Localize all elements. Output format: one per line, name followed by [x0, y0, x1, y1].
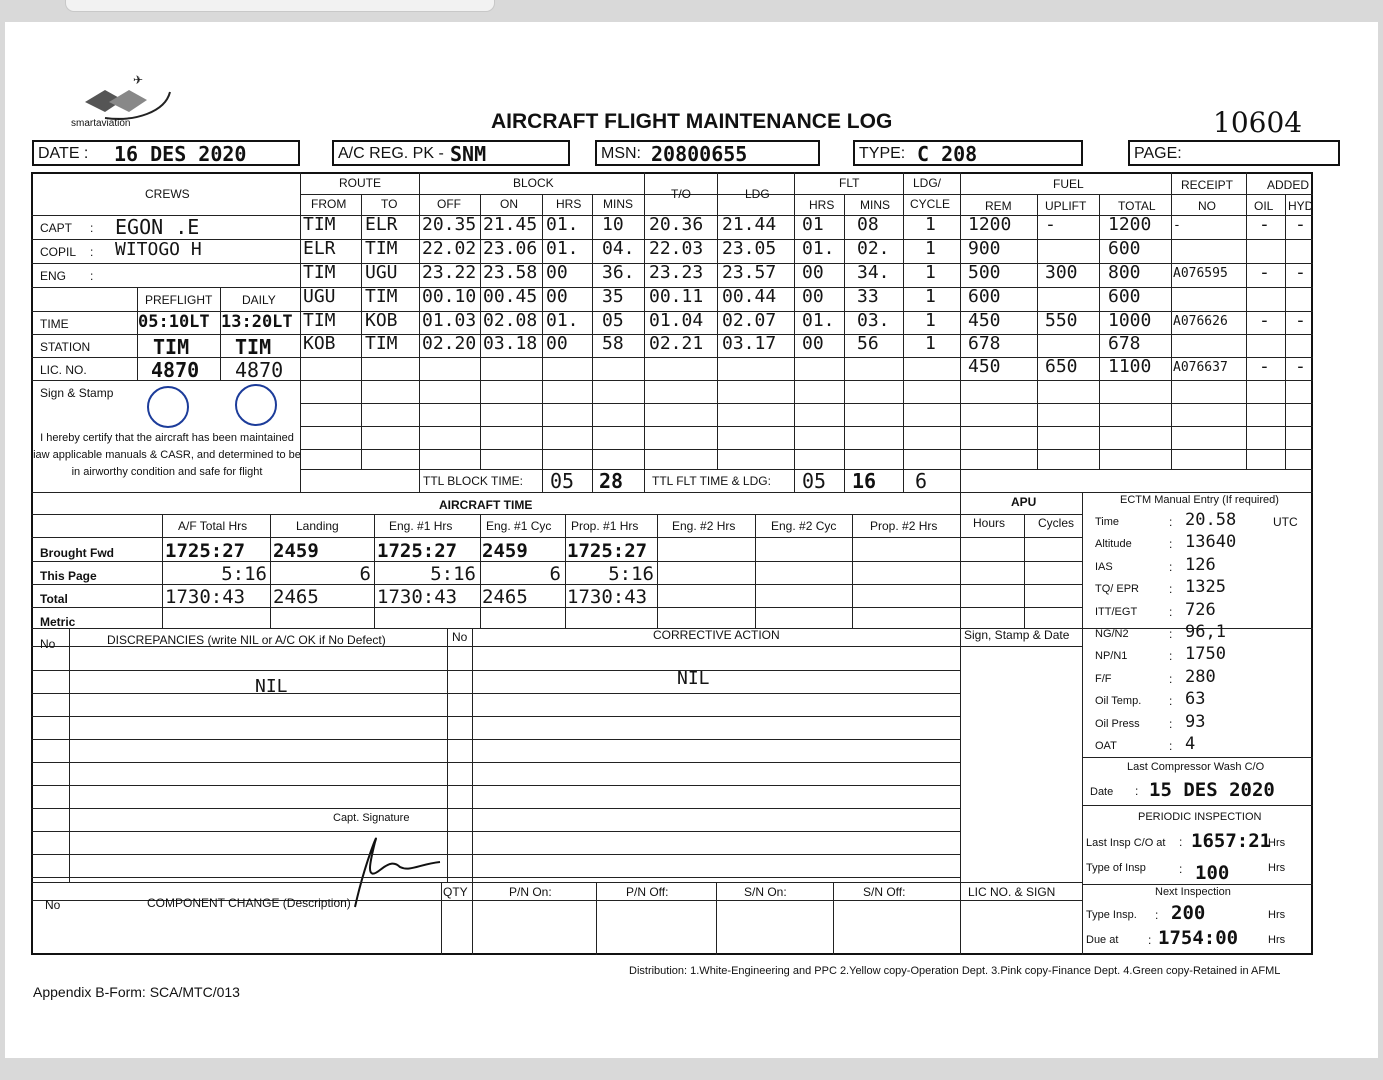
flight-block-hrs: 01. — [546, 238, 579, 259]
flight-off: 20.35 — [422, 214, 477, 235]
daily-label: DAILY — [242, 293, 276, 307]
fuel-uplift: 550 — [1045, 310, 1078, 331]
copil-sep: : — [90, 245, 94, 259]
flight-flt-mins: 34. — [857, 262, 890, 283]
flight-off: 22.02 — [422, 238, 477, 259]
flight-block-hrs: 00 — [546, 333, 568, 354]
flight-cycle: 1 — [925, 333, 936, 354]
uplift-header: UPLIFT — [1045, 199, 1087, 213]
flight-takeoff: 22.03 — [649, 238, 704, 259]
aircraft-time-cell: 1725:27 — [165, 540, 246, 562]
fuel-rem: 500 — [968, 262, 1001, 283]
next-type-label: Type Insp. — [1086, 909, 1137, 921]
flight-takeoff: 23.23 — [649, 262, 704, 283]
flight-to: TIM — [365, 238, 398, 259]
apu-hours-header: Hours — [973, 516, 1006, 530]
due-at-label: Due at — [1086, 934, 1119, 946]
flight-on: 00.45 — [483, 286, 538, 307]
takeoff-header: T/O — [671, 187, 691, 201]
flight-block-mins: 58 — [602, 333, 624, 354]
flight-block-mins: 05 — [602, 310, 624, 331]
flight-cycle: 1 — [925, 286, 936, 307]
receipt-no: - — [1173, 218, 1181, 233]
receipt-no-header: NO — [1198, 199, 1216, 213]
capt-label: CAPT — [40, 221, 73, 235]
added-hyd: - — [1295, 214, 1306, 235]
component-sn-off: S/N Off: — [863, 885, 906, 899]
aircraft-time-header: Landing — [296, 519, 339, 533]
ectm-value-itt: 726 — [1185, 599, 1216, 620]
flight-takeoff: 00.11 — [649, 286, 704, 307]
corrective-value: NIL — [677, 668, 710, 689]
fuel-rem: 678 — [968, 333, 1001, 354]
certify-text: I hereby certify that the aircraft has been maintained iaw applicable manuals & CASR, and determined to be in airworthy condition and safe for flight — [33, 432, 301, 478]
aircraft-time-header: Prop. #1 Hrs — [571, 519, 639, 533]
station-label: STATION — [40, 340, 91, 354]
disc-no-label: No — [40, 637, 56, 651]
flt-hrs-header: HRS — [809, 198, 835, 212]
rem-header: REM — [985, 199, 1012, 213]
flight-from: TIM — [303, 262, 336, 283]
added-oil: - — [1259, 262, 1270, 283]
disc-title: DISCREPANCIES (write NIL or A/C OK if No Defect) — [107, 633, 386, 647]
from-header: FROM — [311, 197, 347, 211]
flight-landing: 23.05 — [722, 238, 777, 259]
flight-block-hrs: 00 — [546, 286, 568, 307]
capt-sep: : — [90, 221, 94, 235]
flight-flt-hrs: 01. — [802, 310, 835, 331]
apu-cycles-header: Cycles — [1038, 516, 1075, 530]
flight-to: TIM — [365, 333, 398, 354]
msn-value: 20800655 — [651, 142, 748, 166]
capt-value: EGON .E — [115, 215, 200, 239]
ectm-value-tq: 1325 — [1185, 577, 1226, 598]
type-insp-label: Type of Insp — [1086, 862, 1146, 874]
flight-block-mins: 04. — [602, 238, 635, 259]
flight-block-mins: 35 — [602, 286, 624, 307]
fuel-total: 600 — [1108, 286, 1141, 307]
ectm-value-time: 20.58 — [1185, 510, 1237, 530]
date-value: 16 DES 2020 — [114, 142, 247, 166]
aircraft-time-header: A/F Total Hrs — [178, 519, 248, 533]
sign-stamp-date-title: Sign, Stamp & Date — [964, 628, 1070, 642]
page-title: AIRCRAFT FLIGHT MAINTENANCE LOG — [491, 110, 893, 133]
aircraft-time-cell: 1730:43 — [165, 586, 246, 608]
ttl-flt-hrs: 05 — [802, 469, 827, 493]
fuel-total: 678 — [1108, 333, 1141, 354]
due-at-value: 1754:00 — [1158, 927, 1239, 949]
ectm-colon: : — [1169, 582, 1173, 597]
aircraft-time-cell: 5:16 — [608, 563, 654, 585]
added-header: ADDED — [1267, 178, 1310, 192]
component-lic-sign: LIC NO. & SIGN — [968, 885, 1056, 899]
component-pn-on: P/N On: — [509, 885, 552, 899]
flight-takeoff: 01.04 — [649, 310, 704, 331]
aircraft-time-header: Eng. #1 Hrs — [389, 519, 453, 533]
flight-flt-hrs: 00 — [802, 333, 824, 354]
flight-on: 23.58 — [483, 262, 538, 283]
next-type-hrs: Hrs — [1268, 909, 1286, 921]
flight-to: KOB — [365, 310, 398, 331]
ectm-label-ng: NG/N2 — [1095, 628, 1129, 640]
aircraft-time-cell: 5:16 — [430, 563, 476, 585]
serial-number: 10604 — [1213, 106, 1303, 139]
flight-from: KOB — [303, 333, 336, 354]
type-insp-value: 100 — [1195, 862, 1230, 884]
time-label: TIME — [40, 317, 69, 331]
flight-flt-mins: 08 — [857, 214, 879, 235]
flight-block-hrs: 01. — [546, 214, 579, 235]
ectm-label-np: NP/N1 — [1095, 650, 1128, 663]
page-box — [1128, 140, 1340, 166]
aircraft-time-cell: 2459 — [482, 540, 528, 562]
ectm-utc: UTC — [1273, 515, 1298, 529]
fuel-header: FUEL — [1053, 177, 1084, 191]
ectm-colon: : — [1169, 515, 1173, 529]
added-oil: - — [1259, 214, 1270, 235]
aircraft-time-cell: 2465 — [273, 586, 319, 608]
flight-landing: 21.44 — [722, 214, 777, 235]
copil-value: WITOGO H — [115, 239, 202, 260]
next-type-colon: : — [1155, 908, 1159, 922]
ectm-label-ias: IAS — [1095, 560, 1113, 573]
ectm-label-itt: ITT/EGT — [1095, 605, 1138, 618]
ectm-value-altitude: 13640 — [1185, 532, 1237, 553]
preflight-station: TIM — [153, 335, 190, 359]
receipt-header: RECEIPT — [1181, 178, 1234, 192]
browser-tab-bar — [65, 0, 495, 12]
fuel-total: 1000 — [1108, 310, 1152, 331]
component-pn-off: P/N Off: — [626, 885, 669, 899]
added-oil: - — [1259, 310, 1270, 331]
preflight-time: 05:10LT — [138, 312, 210, 332]
ectm-value-oilp: 93 — [1185, 711, 1206, 732]
fuel-total: 600 — [1108, 238, 1141, 259]
eng-label: ENG — [40, 269, 67, 283]
logo-text: smartaviation — [71, 118, 131, 129]
ectm-label-time: Time — [1095, 516, 1120, 528]
ectm-colon: : — [1169, 739, 1173, 753]
route-header: ROUTE — [339, 176, 381, 190]
added-oil: - — [1259, 356, 1270, 377]
date-label: DATE : — [38, 145, 89, 162]
ectm-colon: : — [1169, 604, 1173, 619]
sign-stamp-label: Sign & Stamp — [40, 386, 114, 400]
flight-takeoff: 02.21 — [649, 333, 704, 354]
msn-box — [595, 140, 820, 166]
aircraft-time-title: AIRCRAFT TIME — [439, 498, 533, 512]
ectm-label-oat: OAT — [1095, 740, 1117, 752]
preflight-lic: 4870 — [151, 358, 200, 382]
flight-takeoff: 20.36 — [649, 214, 704, 235]
flight-from: ELR — [303, 238, 336, 259]
ectm-value-ff: 280 — [1185, 666, 1216, 687]
periodic-title: PERIODIC INSPECTION — [1138, 811, 1262, 823]
flight-to: TIM — [365, 286, 398, 307]
last-insp-label: Last Insp C/O at — [1086, 837, 1166, 849]
added-hyd: - — [1295, 262, 1306, 283]
ectm-colon: : — [1169, 694, 1173, 709]
corrective-title: CORRECTIVE ACTION — [653, 628, 780, 642]
ectm-label-oilt: Oil Temp. — [1095, 695, 1142, 708]
flight-off: 23.22 — [422, 262, 477, 283]
flight-off: 01.03 — [422, 310, 477, 331]
fuel-total: 1200 — [1108, 214, 1152, 235]
aircraft-time-row-label: Brought Fwd — [40, 546, 114, 560]
flight-on: 03.18 — [483, 333, 538, 354]
flight-flt-hrs: 01. — [802, 238, 835, 259]
flight-block-hrs: 01. — [546, 310, 579, 331]
ectm-value-ias: 126 — [1185, 554, 1216, 575]
added-hyd: - — [1295, 310, 1306, 331]
aircraft-time-cell: 1725:27 — [567, 540, 648, 562]
hrs-header: HRS — [556, 197, 582, 211]
ectm-label-altitude: Altitude — [1095, 538, 1132, 551]
ectm-colon: : — [1169, 671, 1173, 686]
component-title: COMPONENT CHANGE (Description) — [147, 896, 351, 910]
flt-header: FLT — [839, 176, 860, 190]
ectm-label-tq: TQ/ EPR — [1095, 583, 1140, 596]
flight-landing: 03.17 — [722, 333, 777, 354]
fuel-uplift: - — [1045, 214, 1056, 235]
due-at-colon: : — [1148, 933, 1152, 947]
ttl-block-mins: 28 — [599, 469, 624, 493]
ttl-block-hrs: 05 — [550, 469, 575, 493]
fuel-rem: 600 — [968, 286, 1001, 307]
flight-cycle: 1 — [925, 310, 936, 331]
flight-flt-mins: 03. — [857, 310, 890, 331]
msn-label: MSN: — [601, 145, 641, 162]
aircraft-time-row-label: Total — [40, 592, 68, 606]
logo — [71, 72, 185, 134]
maintenance-log-sheet — [5, 22, 1378, 1058]
flight-block-mins: 10 — [602, 214, 624, 235]
flight-on: 21.45 — [483, 214, 538, 235]
last-insp-hrs: Hrs — [1268, 837, 1286, 849]
flight-cycle: 1 — [925, 238, 936, 259]
form-code: Appendix B-Form: SCA/MTC/013 — [33, 984, 240, 1000]
flight-off: 02.20 — [422, 333, 477, 354]
daily-time: 13:20LT — [221, 312, 293, 332]
aircraft-time-cell: 1725:27 — [377, 540, 458, 562]
daily-lic: 4870 — [235, 358, 284, 382]
aircraft-time-header: Prop. #2 Hrs — [870, 519, 938, 533]
last-insp-value: 1657:21 — [1191, 830, 1272, 852]
flight-cycle: 1 — [925, 262, 936, 283]
fuel-rem: 450 — [968, 356, 1001, 377]
flight-from: TIM — [303, 214, 336, 235]
last-insp-colon: : — [1179, 835, 1183, 849]
disc-value: NIL — [255, 676, 288, 697]
flight-from: UGU — [303, 286, 336, 307]
reg-label: A/C REG. PK - — [338, 145, 444, 162]
ttl-ldg: 6 — [915, 469, 928, 493]
ectm-value-np: 1750 — [1185, 644, 1226, 665]
aircraft-time-cell: 2465 — [482, 586, 528, 608]
flight-landing: 23.57 — [722, 262, 777, 283]
ectm-colon: : — [1169, 649, 1173, 664]
lic-label: LIC. NO. — [40, 363, 87, 377]
next-insp-title: Next Inspection — [1155, 886, 1231, 898]
ldg-header: LDG — [745, 187, 770, 201]
ectm-label-ff: F/F — [1095, 672, 1112, 685]
due-at-hrs: Hrs — [1268, 934, 1286, 946]
ectm-colon: : — [1169, 559, 1173, 574]
fuel-total: 800 — [1108, 262, 1141, 283]
aircraft-time-cell: 2459 — [273, 540, 319, 562]
aircraft-time-row-label: This Page — [40, 569, 97, 583]
reg-box — [332, 140, 570, 166]
page-label: PAGE: — [1134, 145, 1182, 162]
daily-station: TIM — [235, 335, 272, 359]
receipt-no: A076637 — [1173, 360, 1228, 375]
date-box — [32, 140, 300, 166]
oil-header: OIL — [1254, 199, 1274, 213]
aircraft-time-cell: 1730:43 — [567, 586, 648, 608]
flight-landing: 02.07 — [722, 310, 777, 331]
component-sn-on: S/N On: — [744, 885, 787, 899]
compressor-date-value: 15 DES 2020 — [1149, 779, 1275, 801]
ttl-flt-mins: 16 — [852, 469, 877, 493]
flight-from: TIM — [303, 310, 336, 331]
flight-block-mins: 36. — [602, 262, 635, 283]
ldg-cycle-header-2: CYCLE — [910, 197, 951, 211]
fuel-total-header: TOTAL — [1118, 199, 1156, 213]
preflight-label: PREFLIGHT — [145, 293, 213, 307]
component-no-label: No — [45, 898, 61, 912]
mins-header: MINS — [603, 197, 633, 211]
type-insp-colon: : — [1179, 862, 1183, 876]
type-insp-hrs: Hrs — [1268, 862, 1286, 874]
aircraft-time-cell: 1730:43 — [377, 586, 458, 608]
fuel-uplift: 300 — [1045, 262, 1078, 283]
aircraft-time-row-label: Metric — [40, 615, 76, 629]
type-box — [853, 140, 1083, 166]
ectm-colon: : — [1169, 537, 1173, 552]
added-hyd: - — [1295, 356, 1306, 377]
distribution-note: Distribution: 1.White-Engineering and PPC 2.Yellow copy-Operation Dept. 3.Pink copy-Finance Dept. 4.Green copy-Retained in AFML — [629, 965, 1281, 977]
ectm-label-oilp: Oil Press — [1095, 717, 1140, 730]
aircraft-time-cell: 6 — [549, 563, 561, 585]
flight-block-hrs: 00 — [546, 262, 568, 283]
fuel-rem: 900 — [968, 238, 1001, 259]
type-label: TYPE: — [859, 145, 906, 162]
on-header: ON — [500, 197, 518, 211]
flight-flt-hrs: 00 — [802, 262, 824, 283]
svg-text:✈: ✈ — [133, 73, 144, 87]
receipt-no: A076595 — [1173, 266, 1228, 281]
flight-on: 02.08 — [483, 310, 538, 331]
next-type-value: 200 — [1171, 902, 1206, 924]
ectm-value-oilt: 63 — [1185, 689, 1206, 710]
flight-cycle: 1 — [925, 214, 936, 235]
fuel-rem: 450 — [968, 310, 1001, 331]
corrective-no-label: No — [452, 630, 468, 644]
daily-stamp-icon — [235, 384, 277, 426]
copil-label: COPIL — [40, 245, 77, 259]
preflight-stamp-icon — [147, 386, 189, 428]
flight-to: UGU — [365, 262, 398, 283]
ldg-cycle-header-1: LDG/ — [913, 176, 942, 190]
fuel-uplift: 650 — [1045, 356, 1078, 377]
aircraft-time-header: Eng. #2 Hrs — [672, 519, 736, 533]
flight-flt-hrs: 01 — [802, 214, 824, 235]
ectm-colon: : — [1169, 716, 1173, 731]
eng-sep: : — [90, 269, 94, 283]
flight-flt-hrs: 00 — [802, 286, 824, 307]
compressor-date-label: Date — [1090, 786, 1114, 798]
flight-landing: 00.44 — [722, 286, 777, 307]
flight-on: 23.06 — [483, 238, 538, 259]
crews-header: CREWS — [145, 187, 190, 201]
aircraft-time-header: Eng. #2 Cyc — [771, 519, 837, 533]
ectm-value-oat: 4 — [1185, 734, 1196, 754]
component-qty: QTY — [443, 885, 468, 899]
ectm-title: ECTM Manual Entry (If required) — [1120, 494, 1279, 506]
type-value: C 208 — [917, 142, 978, 166]
off-header: OFF — [437, 197, 461, 211]
fuel-total: 1100 — [1108, 356, 1152, 377]
flight-flt-mins: 56 — [857, 333, 879, 354]
flight-to: ELR — [365, 214, 398, 235]
compressor-date-colon: : — [1135, 784, 1139, 798]
flight-flt-mins: 02. — [857, 238, 890, 259]
flight-flt-mins: 33 — [857, 286, 879, 307]
to-header: TO — [381, 197, 398, 211]
block-header: BLOCK — [513, 176, 554, 190]
ectm-colon: : — [1169, 627, 1173, 641]
flight-off: 00.10 — [422, 286, 477, 307]
hyd-header: HYD — [1288, 199, 1314, 213]
receipt-no: A076626 — [1173, 314, 1228, 329]
flt-mins-header: MINS — [860, 198, 890, 212]
apu-title: APU — [1011, 495, 1037, 509]
aircraft-time-cell: 6 — [359, 563, 371, 585]
aircraft-time-header: Eng. #1 Cyc — [486, 519, 552, 533]
ttl-flt-label: TTL FLT TIME & LDG: — [652, 474, 771, 488]
ectm-value-ng: 96,1 — [1185, 622, 1226, 642]
fuel-rem: 1200 — [968, 214, 1012, 235]
compressor-title: Last Compressor Wash C/O — [1127, 761, 1265, 773]
reg-value: SNM — [450, 142, 487, 166]
ttl-block-label: TTL BLOCK TIME: — [423, 474, 524, 488]
aircraft-time-cell: 5:16 — [221, 563, 267, 585]
capt-signature-label: Capt. Signature — [333, 812, 410, 824]
